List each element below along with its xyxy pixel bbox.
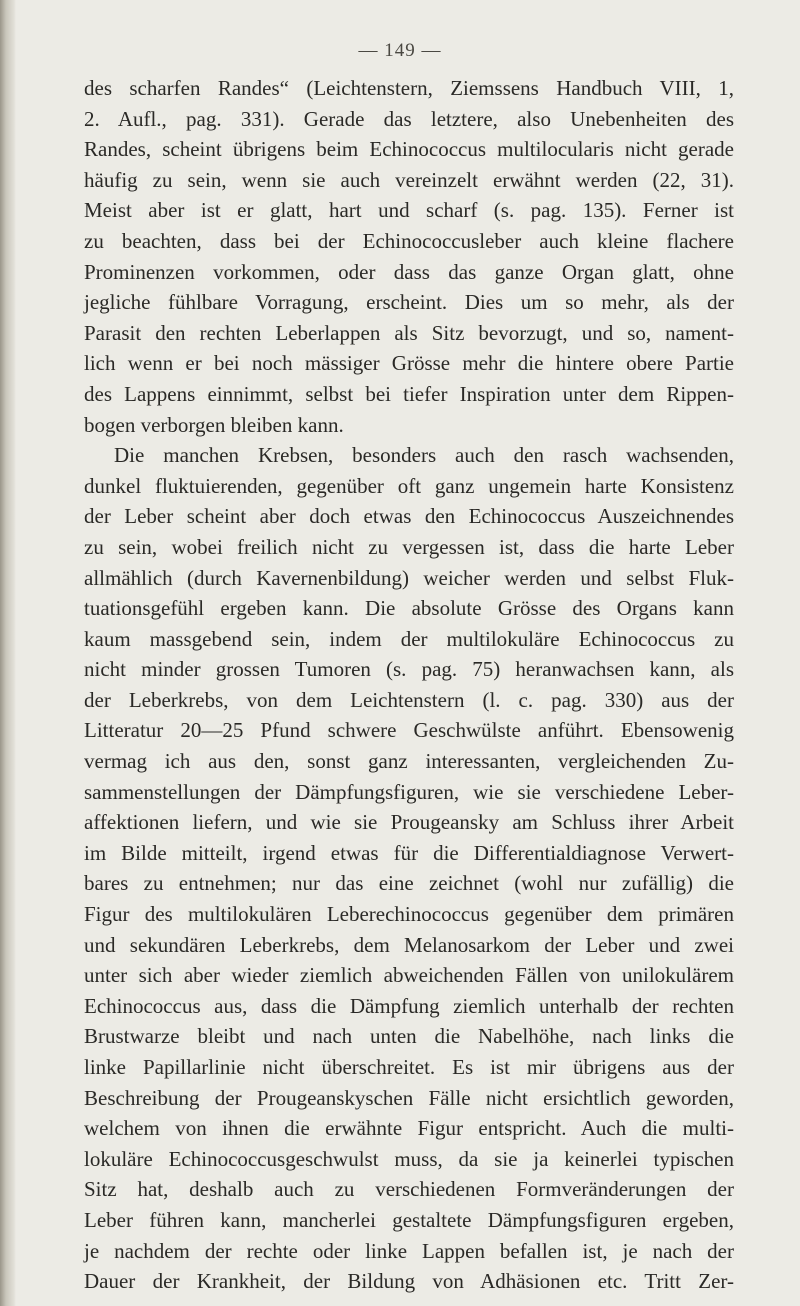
text-line: bares zu entnehmen; nur das eine zeichnet (wohl nur zufällig) die	[84, 871, 734, 896]
text-line: tuationsgefühl ergeben kann. Die absolute Grösse des Organs kann	[84, 596, 734, 621]
text-line: bogen verborgen bleiben kann.	[84, 412, 344, 437]
text-line: Leber führen kann, mancherlei gestaltete Dämpfungsfiguren ergeben,	[84, 1207, 734, 1232]
text-line: häufig zu sein, wenn sie auch vereinzelt erwähnt werden (22, 31).	[84, 167, 734, 192]
text-line: sammenstellungen der Dämpfungsfiguren, wie sie verschiedene Leber-	[84, 779, 734, 804]
text-line: der Leberkrebs, von dem Leichtenstern (l. c. pag. 330) aus der	[84, 687, 734, 712]
text-line: Prominenzen vorkommen, oder dass das ganze Organ glatt, ohne	[84, 259, 734, 284]
text-line: welchem von ihnen die erwähnte Figur entspricht. Auch die multi-	[84, 1116, 734, 1141]
text-line: der Leber scheint aber doch etwas den Echinococcus Auszeichnendes	[84, 504, 734, 529]
text-line: Brustwarze bleibt und nach unten die Nabelhöhe, nach links die	[84, 1024, 734, 1049]
text-line: Sitz hat, deshalb auch zu verschiedenen Formveränderungen der	[84, 1177, 734, 1202]
text-line: kaum massgebend sein, indem der multilokuläre Echinococcus zu	[84, 626, 734, 651]
page-edge-shadow	[0, 0, 16, 1306]
text-line: vermag ich aus den, sonst ganz interessanten, vergleichenden Zu-	[84, 749, 734, 774]
text-line: jegliche fühlbare Vorragung, erscheint. Dies um so mehr, als der	[84, 290, 734, 315]
text-line: Beschreibung der Prougeanskyschen Fälle nicht ersichtlich geworden,	[84, 1085, 734, 1110]
text-line: affektionen liefern, und wie sie Prougeansky am Schluss ihrer Arbeit	[84, 810, 734, 835]
text-line: 2. Aufl., pag. 331). Gerade das letztere, also Unebenheiten des	[84, 106, 734, 131]
text-line: dunkel fluktuierenden, gegenüber oft ganz ungemein harte Konsistenz	[84, 473, 734, 498]
text-line: des Lappens einnimmt, selbst bei tiefer Inspiration unter dem Rippen-	[84, 381, 734, 406]
text-line: und sekundären Leberkrebs, dem Melanosarkom der Leber und zwei	[84, 932, 734, 957]
text-line: Parasit den rechten Leberlappen als Sitz bevorzugt, und so, nament-	[84, 320, 734, 345]
text-line: allmählich (durch Kavernenbildung) weicher werden und selbst Fluk-	[84, 565, 734, 590]
text-line: Litteratur 20—25 Pfund schwere Geschwülste anführt. Ebensowenig	[84, 718, 734, 743]
text-line: des scharfen Randes“ (Leichtenstern, Ziemssens Handbuch VIII, 1,	[84, 76, 734, 100]
text-line: lokuläre Echinococcusgeschwulst muss, da sie ja keinerlei typischen	[84, 1146, 734, 1171]
text-line: zu sein, wobei freilich nicht zu vergessen ist, dass die harte Leber	[84, 534, 734, 559]
text-line: Echinococcus aus, dass die Dämpfung ziemlich unterhalb der rechten	[84, 993, 734, 1018]
body-text	[84, 73, 734, 1297]
text-line: zu beachten, dass bei der Echinococcusleber auch kleine flachere	[84, 228, 734, 253]
text-line: je nachdem der rechte oder linke Lappen befallen ist, je nach der	[84, 1238, 734, 1263]
text-line: nicht minder grossen Tumoren (s. pag. 75) heranwachsen kann, als	[84, 657, 734, 682]
text-line: Figur des multilokulären Leberechinococcus gegenüber dem primären	[84, 902, 734, 927]
text-line: unter sich aber wieder ziemlich abweichenden Fällen von unilokulärem	[84, 963, 734, 988]
text-line: linke Papillarlinie nicht überschreitet. Es ist mir übrigens aus der	[84, 1055, 734, 1079]
text-line: lich wenn er bei noch mässiger Grösse mehr die hintere obere Partie	[84, 351, 734, 376]
text-line: Die manchen Krebsen, besonders auch den rasch wachsenden,	[114, 443, 734, 468]
page-number: — 149 —	[358, 40, 442, 61]
text-line: Randes, scheint übrigens beim Echinococcus multilocularis nicht gerade	[84, 137, 734, 162]
text-line: Meist aber ist er glatt, hart und scharf (s. pag. 135). Ferner ist	[84, 198, 734, 223]
text-line: Dauer der Krankheit, der Bildung von Adhäsionen etc. Tritt Zer-	[84, 1269, 734, 1294]
text-line: im Bilde mitteilt, irgend etwas für die Differentialdiagnose Verwert-	[84, 840, 734, 865]
